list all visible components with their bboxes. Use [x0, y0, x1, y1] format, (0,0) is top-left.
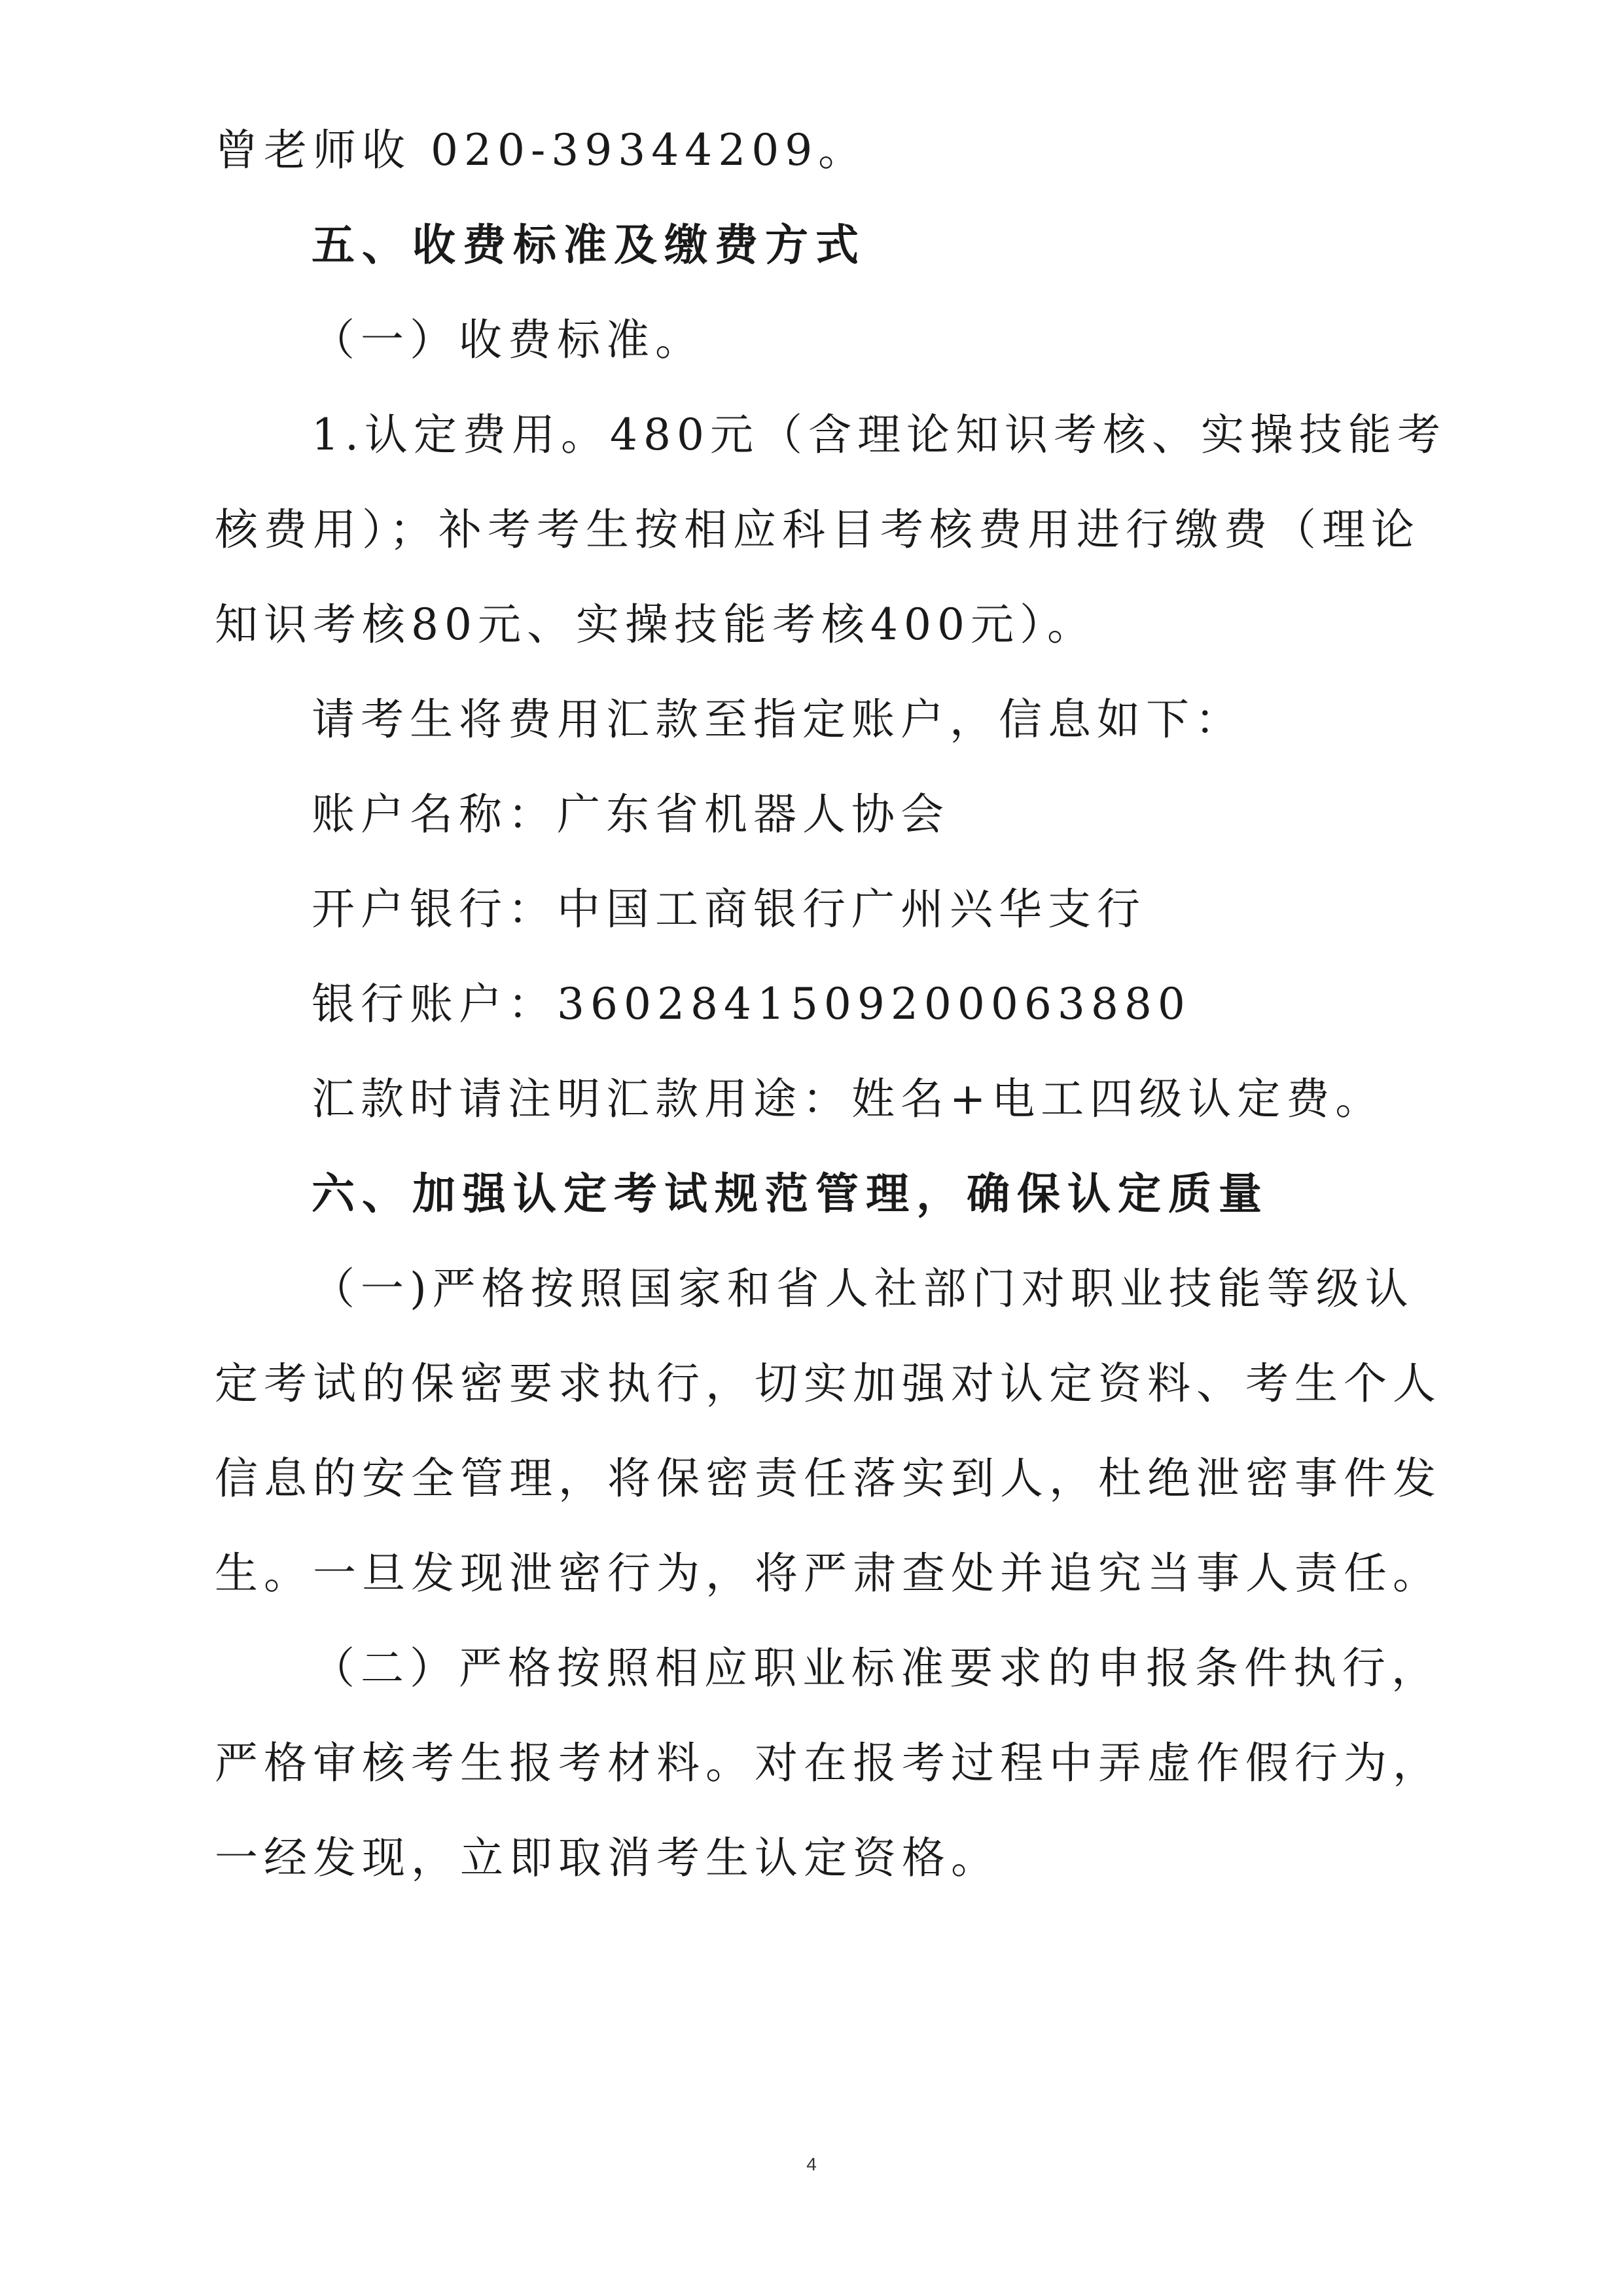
- section-heading-five: 五、收费标准及缴费方式: [312, 220, 866, 270]
- text-line: 生。一旦发现泄密行为，将严肃查处并追究当事人责任。: [215, 1548, 1442, 1598]
- text-line: 请考生将费用汇款至指定账户，信息如下：: [312, 694, 1244, 745]
- text-line: （二）严格按照相应职业标准要求的申报条件执行，: [312, 1643, 1440, 1693]
- text-line: 一经发现，立即取消考生认定资格。: [215, 1833, 1000, 1883]
- account-name: 账户名称：广东省机器人协会: [312, 789, 950, 839]
- text-line: 知识考核80元、实操技能考核400元）。: [215, 599, 1096, 650]
- text-line: 定考试的保密要求执行，切实加强对认定资料、考生个人: [215, 1358, 1442, 1409]
- bank-account: 银行账户：3602841509200063880: [312, 979, 1191, 1029]
- text-line: （一)严格按照国家和省人社部门对职业技能等级认: [312, 1263, 1414, 1314]
- text-line: 信息的安全管理，将保密责任落实到人，杜绝泄密事件发: [215, 1453, 1442, 1504]
- section-heading-six: 六、加强认定考试规范管理，确保认定质量: [312, 1169, 1269, 1219]
- text-line: 严格审核考生报考材料。对在报考过程中弄虚作假行为，: [215, 1738, 1442, 1788]
- text-line: 核费用）；补考考生按相应科目考核费用进行缴费（理论: [215, 504, 1420, 555]
- remittance-note: 汇款时请注明汇款用途：姓名+电工四级认定费。: [312, 1074, 1385, 1124]
- text-line: 1.认定费用。480元（含理论知识考核、实操技能考: [312, 410, 1446, 460]
- bank-name: 开户银行：中国工商银行广州兴华支行: [312, 884, 1146, 934]
- text-line: 曾老师收 020-39344209。: [215, 125, 868, 175]
- subsection-heading: （一）收费标准。: [312, 315, 704, 365]
- page-number: 4: [806, 2154, 817, 2174]
